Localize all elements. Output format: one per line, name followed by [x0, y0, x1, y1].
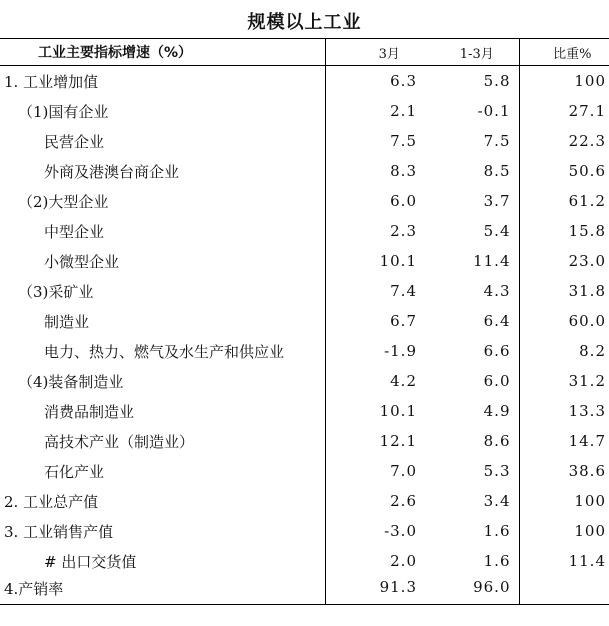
- row-label: 1. 工业增加值: [0, 66, 325, 97]
- cell-share: 31.2: [568, 372, 606, 390]
- table-row: [0, 396, 609, 426]
- cell-share: 23.0: [568, 252, 606, 270]
- cell-march: 6.0: [390, 192, 417, 210]
- table-row: [0, 216, 609, 246]
- cell-share: 13.3: [568, 402, 606, 420]
- cell-march: 6.3: [390, 72, 417, 90]
- cell-share: 14.7: [568, 432, 606, 450]
- cell-march: -3.0: [384, 522, 417, 540]
- cell-share: 100: [574, 72, 606, 90]
- cell-q1: 11.4: [425, 246, 519, 276]
- header-share: 比重%: [519, 39, 609, 66]
- cell-march: 4.2: [390, 372, 417, 390]
- table-row: [0, 336, 609, 366]
- cell-q1: 6.6: [425, 336, 519, 366]
- row-label: （4)装备制造业: [0, 366, 325, 396]
- cell-march: 7.0: [390, 462, 417, 480]
- cell-q1: 96.0: [425, 576, 519, 605]
- cell-share: 31.8: [568, 282, 606, 300]
- cell-share: 8.2: [579, 342, 606, 360]
- row-label: 3. 工业销售产值: [0, 516, 325, 546]
- cell-q1: 8.5: [425, 156, 519, 186]
- cell-q1: 6.4: [425, 306, 519, 336]
- table-row: [0, 426, 609, 456]
- cell-march: 91.3: [325, 576, 425, 605]
- cell-march: 7.4: [390, 282, 417, 300]
- table-row: [0, 276, 609, 306]
- table-row: [0, 546, 609, 576]
- cell-march: 10.1: [379, 402, 417, 420]
- table-row: [0, 486, 609, 516]
- cell-q1: 1.6: [425, 546, 519, 576]
- page-title: 规模以上工业: [247, 12, 362, 33]
- row-label: 2. 工业总产值: [0, 486, 325, 516]
- cell-q1: -0.1: [425, 96, 519, 126]
- indicator-table: [0, 38, 609, 605]
- row-label: 中型企业: [0, 216, 325, 246]
- row-label: 石化产业: [0, 456, 325, 486]
- table-row: [0, 576, 609, 605]
- row-label: 消费品制造业: [0, 396, 325, 426]
- table-header-row: [0, 39, 609, 66]
- row-label: 民营企业: [0, 126, 325, 156]
- cell-march: 7.5: [390, 132, 417, 150]
- cell-q1: 4.3: [425, 276, 519, 306]
- table-row: [0, 366, 609, 396]
- row-label: 制造业: [0, 306, 325, 336]
- cell-march: 2.6: [390, 492, 417, 510]
- cell-march: 6.7: [390, 312, 417, 330]
- cell-march: 12.1: [379, 432, 417, 450]
- cell-share: 100: [574, 492, 606, 510]
- table-row: [0, 96, 609, 126]
- cell-q1: 3.7: [425, 186, 519, 216]
- cell-q1: 5.4: [425, 216, 519, 246]
- cell-q1: 1.6: [425, 516, 519, 546]
- cell-march: 8.3: [390, 162, 417, 180]
- table-row: [0, 516, 609, 546]
- table-row: [0, 66, 609, 97]
- cell-share: 27.1: [568, 102, 606, 120]
- row-label: 高技术产业（制造业）: [0, 426, 325, 456]
- row-label: 电力、热力、燃气及水生产和供应业: [0, 336, 325, 366]
- cell-share: 15.8: [568, 222, 606, 240]
- row-label: （3)采矿业: [0, 276, 325, 306]
- cell-q1: 8.6: [425, 426, 519, 456]
- header-q1: 1-3月: [425, 39, 519, 66]
- cell-q1: 7.5: [425, 126, 519, 156]
- cell-q1: 3.4: [425, 486, 519, 516]
- cell-share: 100: [574, 522, 606, 540]
- header-march: 3月: [325, 39, 425, 66]
- row-label: 外商及港澳台商企业: [0, 156, 325, 186]
- cell-share: [519, 576, 609, 605]
- cell-share: 38.6: [568, 462, 606, 480]
- row-label: （1)国有企业: [0, 96, 325, 126]
- cell-q1: 6.0: [425, 366, 519, 396]
- cell-share: 22.3: [568, 132, 606, 150]
- cell-share: 60.0: [568, 312, 606, 330]
- row-label: # 出口交货值: [0, 546, 325, 576]
- cell-share: 61.2: [568, 192, 606, 210]
- header-item: 工业主要指标增速（%）: [0, 39, 325, 66]
- row-label: （2)大型企业: [0, 186, 325, 216]
- table-row: [0, 246, 609, 276]
- cell-march: -1.9: [384, 342, 417, 360]
- table-row: [0, 156, 609, 186]
- cell-share: 50.6: [568, 162, 606, 180]
- row-label: 小微型企业: [0, 246, 325, 276]
- cell-march: 2.0: [390, 552, 417, 570]
- cell-march: 2.3: [390, 222, 417, 240]
- cell-q1: 5.3: [425, 456, 519, 486]
- cell-share: 11.4: [568, 552, 606, 570]
- cell-march: 10.1: [379, 252, 417, 270]
- cell-q1: 4.9: [425, 396, 519, 426]
- cell-march: 2.1: [390, 102, 417, 120]
- table-row: [0, 186, 609, 216]
- row-label: 4.产销率: [0, 576, 325, 605]
- table-row: [0, 306, 609, 336]
- table-row: [0, 456, 609, 486]
- table-row: [0, 126, 609, 156]
- cell-q1: 5.8: [425, 66, 519, 97]
